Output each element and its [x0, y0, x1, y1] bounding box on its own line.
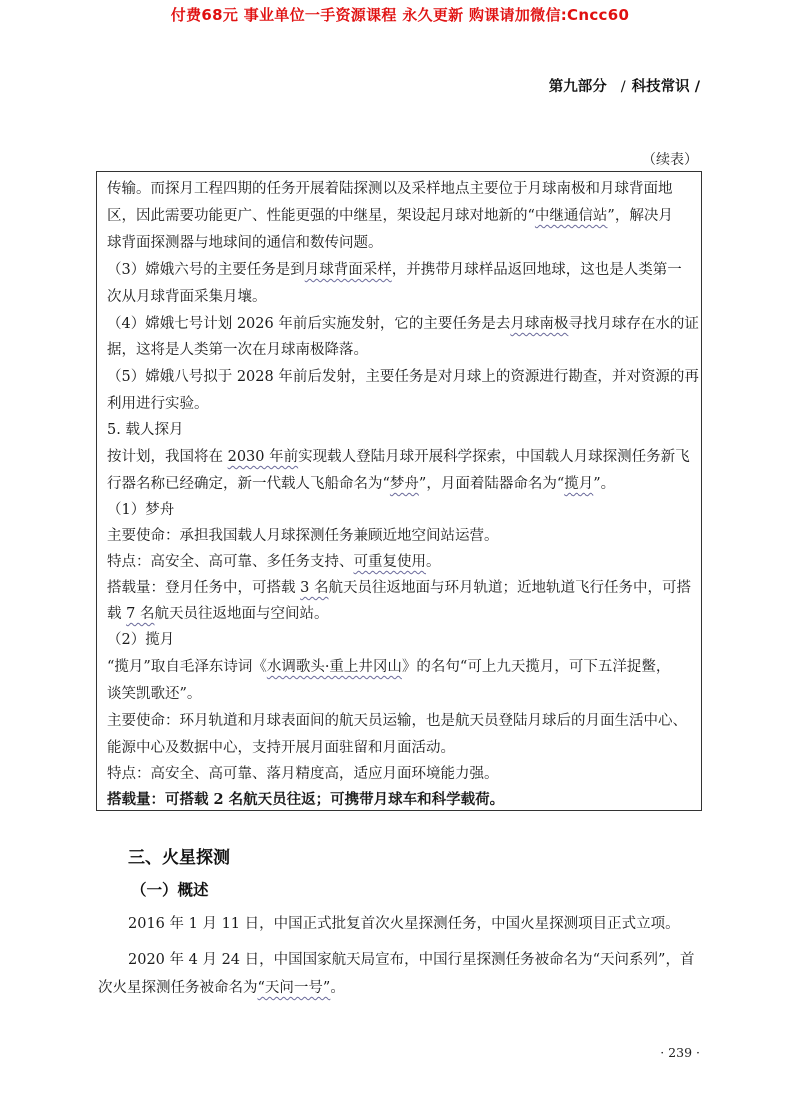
table-line: “揽月”取自毛泽东诗词《水调歌头·重上井冈山》的名句“可上九天揽月，可下五洋捉鳖，: [107, 659, 671, 675]
watermark-banner: 付费68元 事业单位一手资源课程 永久更新 购课请加微信:Cncc60: [170, 6, 630, 24]
table-line: 能源中心及数据中心，支持开展月面驻留和月面活动。: [107, 740, 455, 756]
table-line: 次从月球背面采集月壤。: [107, 289, 267, 305]
page-number: · 239 ·: [660, 1045, 700, 1060]
table-line: （1）梦舟: [107, 502, 175, 518]
table-line: 5. 载人探月: [107, 422, 184, 438]
table-line: （3）嫦娥六号的主要任务是到月球背面采样，并携带月球样品返回地球，这也是人类第一: [107, 262, 682, 278]
section-title: 三、火星探测: [128, 848, 230, 868]
paragraph: 2020 年 4 月 24 日，中国国家航天局宣布，中国行星探测任务被命名为“天问系列”，首: [128, 952, 695, 968]
table-line: （5）嫦娥八号拟于 2028 年前后发射，主要任务是对月球上的资源进行勘查，并对资源的再: [107, 369, 699, 385]
table-continuation-box: [96, 171, 702, 811]
table-line: 球背面探测器与地球间的通信和数传问题。: [107, 235, 383, 251]
separator: /: [620, 79, 626, 95]
table-line: （2）揽月: [107, 632, 175, 648]
table-line: 据，这将是人类第一次在月球南极降落。: [107, 342, 368, 358]
table-line: 谈笑凯歌还”。: [107, 686, 202, 702]
table-line: 按计划，我国将在 2030 年前实现载人登陆月球开展科学探索，中国载人月球探测任务新飞: [107, 449, 690, 465]
subject-label: 科技常识: [631, 79, 690, 95]
table-line: 利用进行实验。: [107, 396, 209, 412]
paragraph: 次火星探测任务被命名为“天问一号”。: [98, 980, 345, 996]
part-label: 第九部分: [548, 79, 607, 95]
table-line: 区，因此需要功能更广、性能更强的中继星，架设起月球对地新的“中继通信站”，解决月: [107, 208, 673, 224]
table-line: 行器名称已经确定，新一代载人飞船命名为“梦舟”，月面着陆器命名为“揽月”。: [107, 476, 616, 492]
table-line: 载 7 名航天员往返地面与空间站。: [107, 606, 329, 622]
table-line: 特点：高安全、高可靠、落月精度高，适应月面环境能力强。: [107, 766, 499, 782]
table-line: 传输。而探月工程四期的任务开展着陆探测以及采样地点主要位于月球南极和月球背面地: [107, 181, 673, 197]
subsection-title: （一）概述: [131, 881, 209, 899]
table-line: 搭载量：登月任务中，可搭载 3 名航天员往返地面与环月轨道；近地轨道飞行任务中，可搭: [107, 580, 691, 596]
running-head: [549, 75, 700, 96]
table-line: 搭载量：可搭载 2 名航天员往返；可携带月球车和科学载荷。: [107, 791, 505, 808]
paragraph: 2016 年 1 月 11 日，中国正式批复首次火星探测任务，中国火星探测项目正式立项。: [128, 916, 680, 932]
table-line: 主要使命：环月轨道和月球表面间的航天员运输，也是航天员登陆月球后的月面生活中心、: [107, 713, 687, 729]
table-line: （4）嫦娥七号计划 2026 年前后实施发射，它的主要任务是去月球南极寻找月球存在水的证: [107, 316, 699, 332]
end-slash: /: [694, 79, 700, 95]
continued-label: （续表）: [642, 152, 698, 168]
table-line: 特点：高安全、高可靠、多任务支持、可重复使用。: [107, 554, 441, 570]
table-line: 主要使命：承担我国载人月球探测任务兼顾近地空间站运营。: [107, 528, 499, 544]
